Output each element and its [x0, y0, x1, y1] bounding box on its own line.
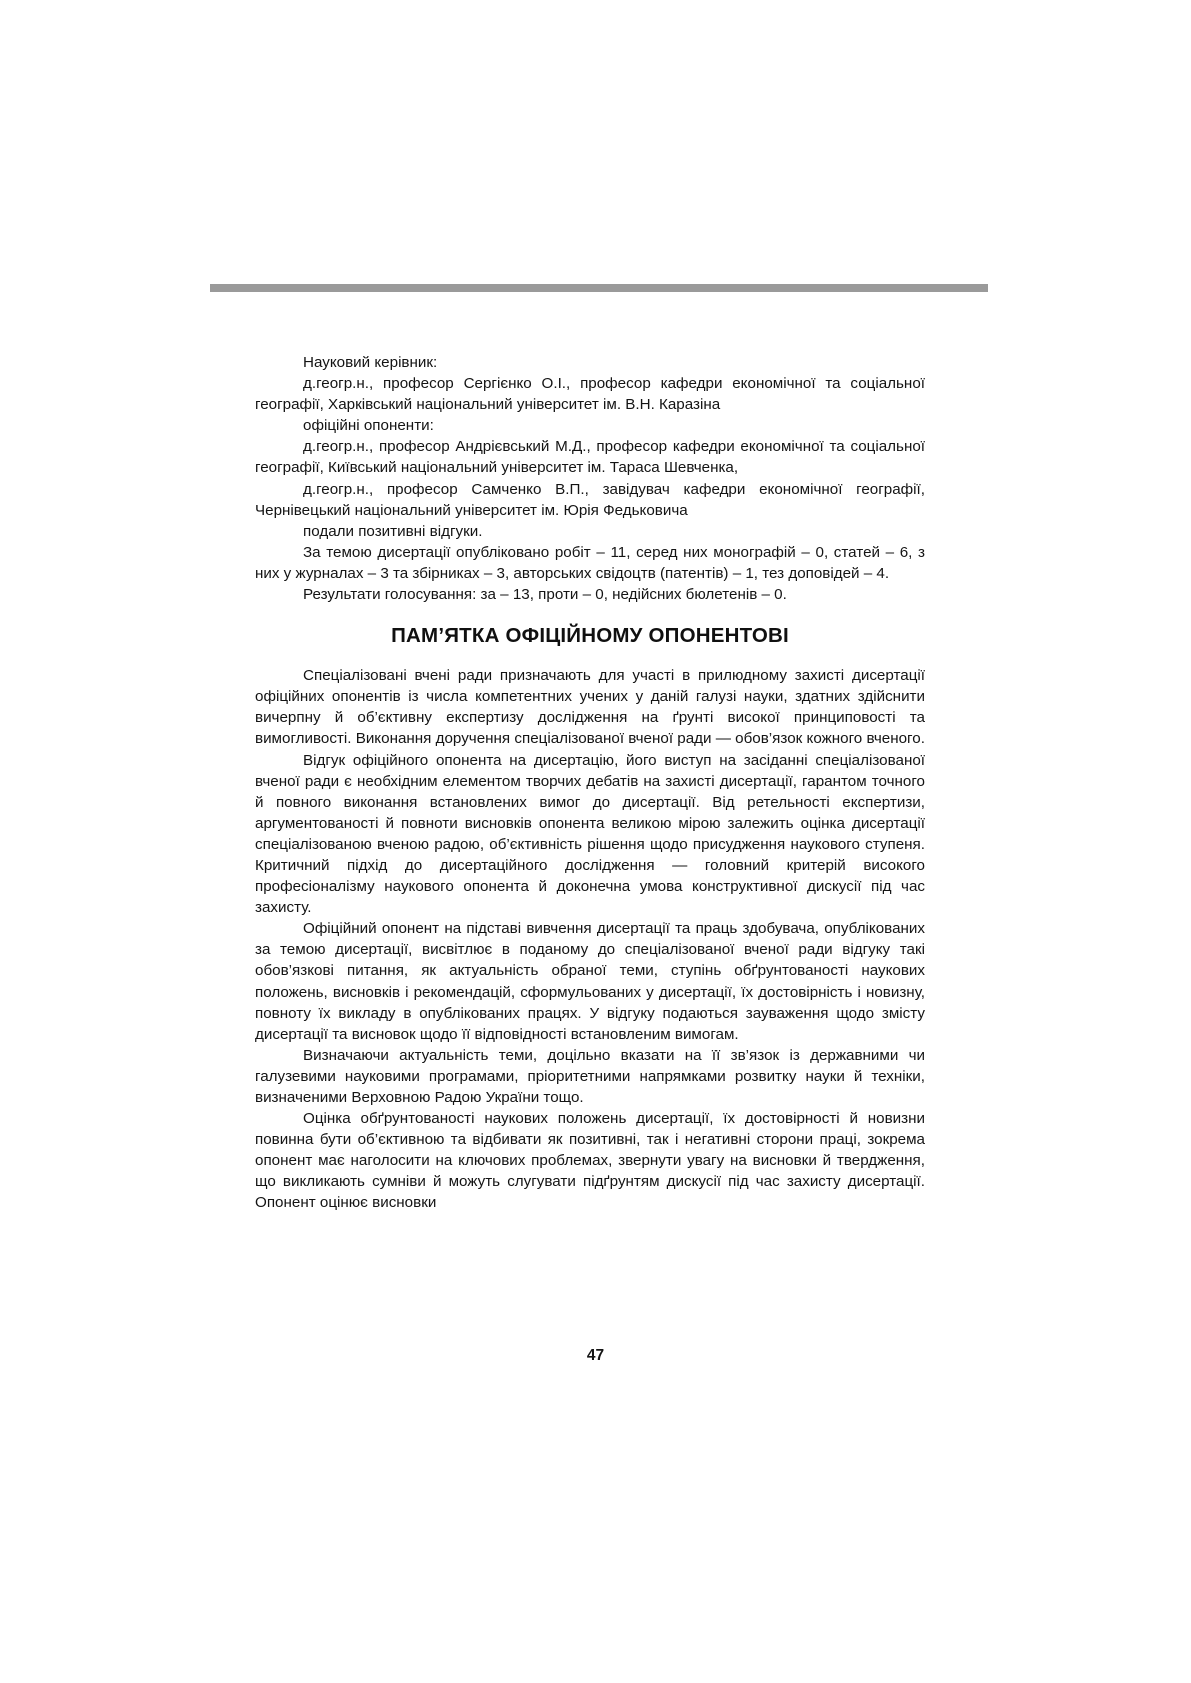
opponents-label: офіційні опоненти: [303, 417, 434, 435]
reviews-note: подали позитивні відгуки. [303, 522, 483, 540]
body-paragraph-4: Визначаючи актуальність теми, доцільно вказати на її зв’язок із державними чи галузевими науковими програмами, пріоритетними напрямками розвитку науки й техніки, визначеними Верховною Радою України тощо. [255, 1046, 925, 1106]
supervisor-label: Науковий керівник: [303, 354, 438, 371]
page-content [255, 352, 925, 1214]
publications-summary: За темою дисертації опубліковано робіт – 11, серед них монографій – 0, статей – 6, з них у журналах – 3 та збірниках – 3, авторських свідоцтв (патентів) – 1, тез доповідей – 4. [255, 543, 925, 582]
body-paragraph-2: Відгук офіційного опонента на дисертацію, його виступ на засіданні спеціалізованої вченої ради є необхідним елементом творчих дебатів на захисті дисертації, гарантом точного й повного виконання встановлених вимог до дисертації. Від ретельності експертизи, аргументованості й повноти висновків опонента великою мірою залежить оцінка дисертації спеціалізованою вченою радою, об’єктивність рішення щодо присудження наукового ступеня. Критичний підхід до дисертаційного дослідження — головний критерій високого професіоналізму наукового опонента й доконечна умова конструктивної дискусії під час захисту. [255, 751, 925, 917]
opponent-2-details: д.геогр.н., професор Самченко В.П., завідувач кафедри економічної географії, Чернівецький національний університет ім. Юрія Федьковича [255, 480, 925, 519]
page-number: 47 [586, 1347, 605, 1364]
opponent-1-details: д.геогр.н., професор Андрієвський М.Д., професор кафедри економічної та соціальної географії, Київський національний університет ім. Тараса Шевченка, [255, 438, 925, 477]
body-paragraph-5: Оцінка обґрунтованості наукових положень дисертації, їх достовірності й новизни повинна бути об’єктивною та відбивати як позитивні, так і негативні сторони праці, зокрема опонент має наголосити на ключових проблемах, звернути увагу на висновки й твердження, що викликають сумніви й можуть слугувати підґрунтям дискусії під час захисту дисертації. Опонент оцінює висновки [255, 1110, 925, 1212]
body-paragraph-3: Офіційний опонент на підставі вивчення дисертації та праць здобувача, опублікованих за темою дисертації, висвітлює в поданому до спеціалізованої вченої ради відгуку такі обов’язкові питання, як актуальність обраної теми, ступінь обґрунтованості наукових положень, висновків і рекомендацій, сформульованих у дисертації, їх достовірність і новизну, повноту їх викладу в опублікованих працях. У відгуку подаються зауваження щодо змісту дисертації та висновок щодо її відповідності встановленим вимогам. [255, 920, 925, 1043]
header-rule [210, 284, 988, 292]
voting-results: Результати голосування: за – 13, проти – 0, недійсних бюлетенів – 0. [303, 586, 787, 604]
body-paragraph-1: Спеціалізовані вчені ради призначають для участі в прилюдному захисті дисертації офіційних опонентів із числа компетентних учених у даній галузі науки, здатних здійснити вичерпну й об’єктивну експертизу дослідження на ґрунті високої принциповості та вимогливості. Виконання доручення спеціалізованої вченої ради — обов’язок кожного вченого. [255, 667, 925, 748]
section-heading: ПАМ’ЯТКА ОФІЦІЙНОМУ ОПОНЕНТОВІ [391, 624, 789, 648]
supervisor-details: д.геогр.н., професор Сергієнко О.І., професор кафедри економічної та соціальної географії, Харківський національний університет ім. В.Н. Каразіна [255, 375, 925, 414]
